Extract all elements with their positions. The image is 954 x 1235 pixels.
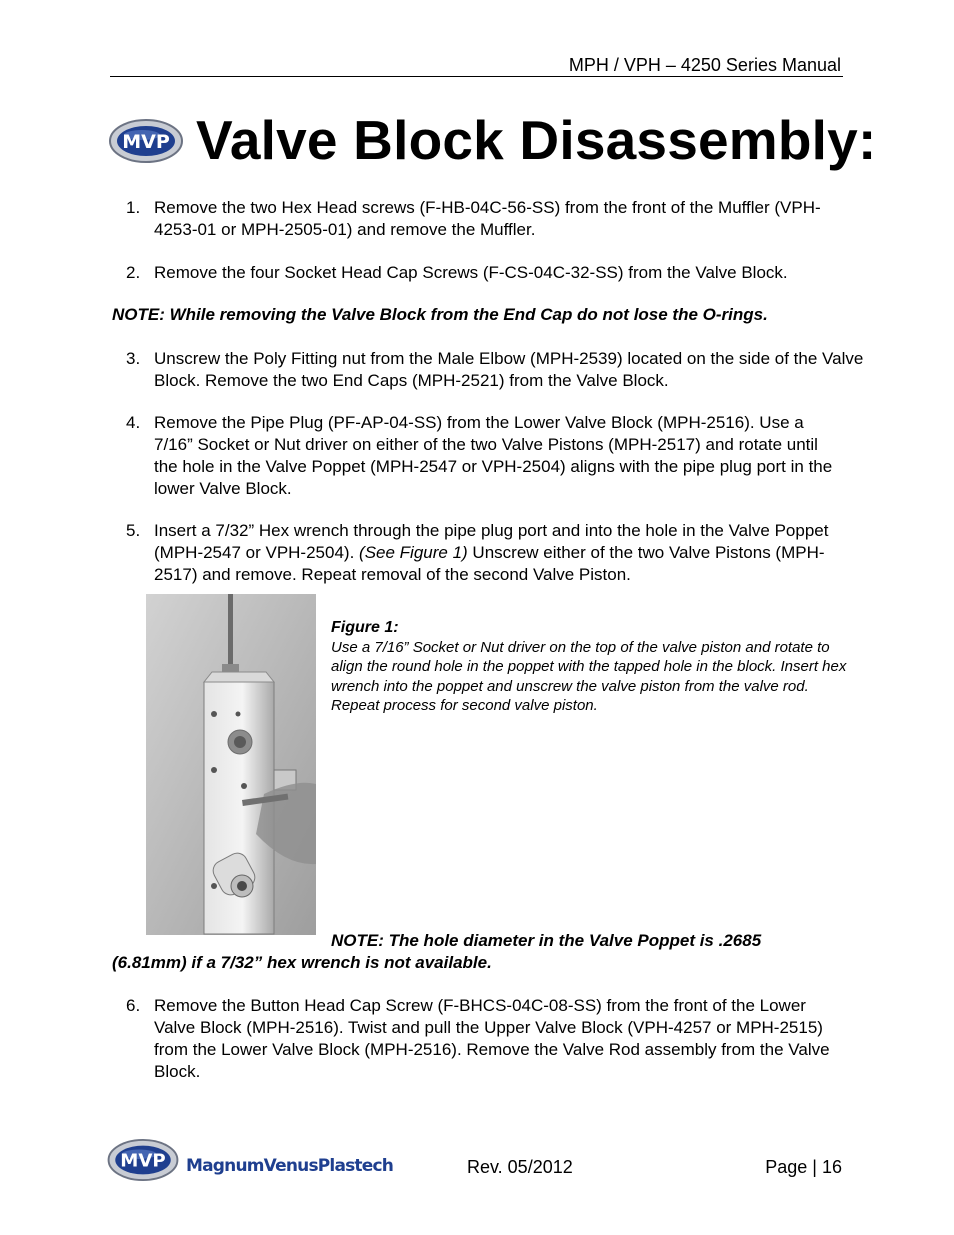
header-rule (110, 76, 843, 77)
step-number: 5. (126, 521, 141, 540)
step-text-part: Unscrew either of the two Valve Pistons (MPH-2517) and remove. Repeat removal of the second Valve Piston. (154, 543, 825, 584)
manual-title: MPH / VPH – 4250 Series Manual (568, 55, 841, 75)
mvp-logo (108, 118, 184, 164)
step-number: 6. (126, 996, 141, 1015)
note-hole-line-1: NOTE: The hole diameter in the Valve Poppet is .2685 (331, 931, 762, 950)
step-number: 3. (126, 349, 141, 368)
step-number: 1. (126, 198, 141, 217)
mvp-logo-text: MVP (120, 1150, 166, 1172)
note-hole-line-2: (6.81mm) if a 7/32” hex wrench is not available. (112, 953, 492, 972)
page-title: Valve Block Disassembly: (196, 109, 877, 171)
step-text: Remove the two Hex Head screws (F-HB-04C-56-SS) from the front of the Muffler (VPH-4253-01 or MPH-2505-01) and remove the Muffler. (154, 198, 821, 239)
step-text (154, 520, 844, 586)
step-number: 4. (126, 413, 141, 432)
figure-reference: (See Figure 1) (359, 543, 468, 562)
mvp-logo (106, 1138, 180, 1182)
step-number: 2. (126, 263, 141, 282)
footer-page-number: Page | 16 (765, 1157, 842, 1177)
figure-caption-text: Use a 7/16” Socket or Nut driver on the top of the valve piston and rotate to align the round hole in the poppet with the tapped hole in the block. Insert hex wrench into the poppet and unscrew the valve piston from the valve rod. Repeat process for second valve piston. (331, 638, 847, 714)
step-text: Unscrew the Poly Fitting nut from the Male Elbow (MPH-2539) located on the side of the Valve Block. Remove the two End Caps (MPH-2521) from the Valve Block. (154, 349, 864, 390)
figure-title: Figure 1: (331, 619, 399, 636)
footer-brand: MagnumVenusPlastech (186, 1156, 394, 1176)
note-orings: NOTE: While removing the Valve Block from the End Cap do not lose the O-rings. (112, 305, 768, 324)
figure-caption (331, 618, 851, 716)
mvp-logo-text: MVP (122, 131, 170, 153)
step-text: Remove the Button Head Cap Screw (F-BHCS-04C-08-SS) from the front of the Lower Valve Block (MPH-2516). Twist and pull the Upper Valve Block (VPH-4257 or MPH-2515) from the Lower Valve Block (MPH-2516). Remove the Valve Rod assembly from the Valve Block. (154, 996, 830, 1081)
footer-revision: Rev. 05/2012 (467, 1157, 573, 1177)
valve-block-photo (146, 594, 316, 935)
step-text-part: Insert a 7/32” Hex wrench through the pipe plug port and into the hole in the Valve Poppet (MPH-2547 or VPH-2504). (154, 521, 829, 562)
step-text: Remove the Pipe Plug (PF-AP-04-SS) from the Lower Valve Block (MPH-2516). Use a 7/16” Socket or Nut driver on either of the two Valve Pistons (MPH-2517) and rotate until the hole in the Valve Poppet (MPH-2547 or VPH-2504) aligns with the pipe plug port in the lower Valve Block. (154, 413, 833, 498)
step-text: Remove the four Socket Head Cap Screws (F-CS-04C-32-SS) from the Valve Block. (154, 263, 788, 282)
